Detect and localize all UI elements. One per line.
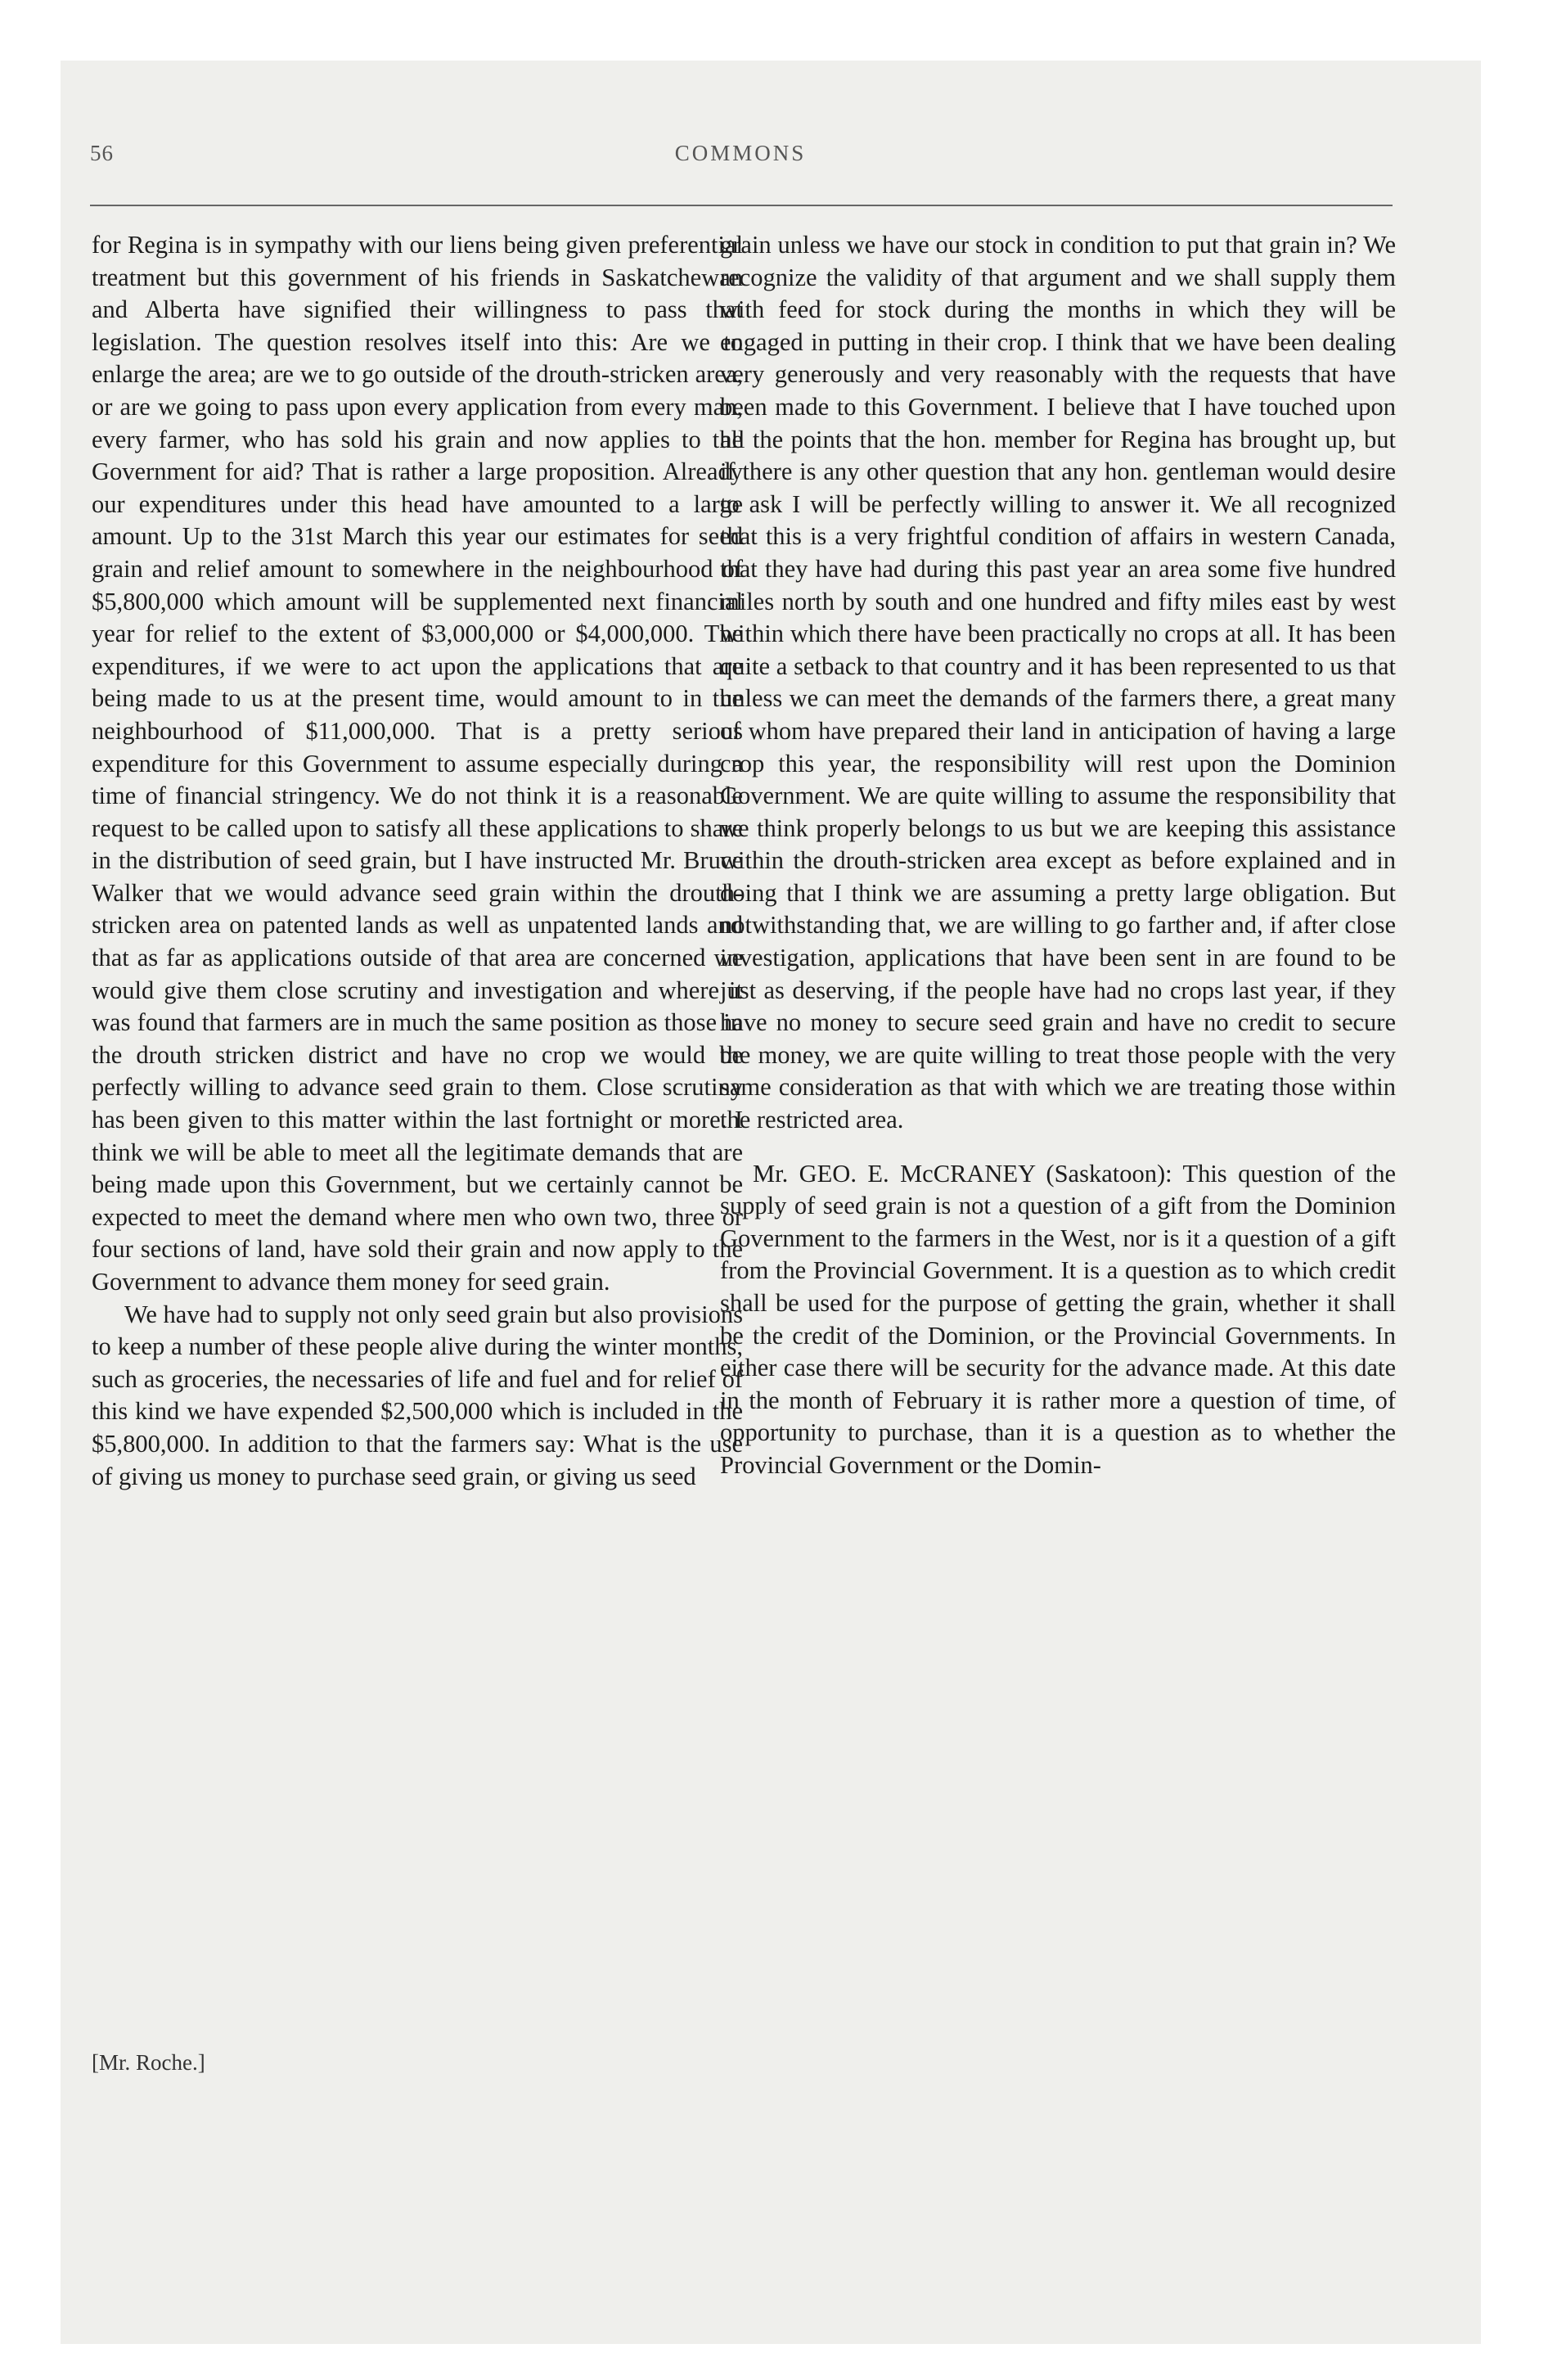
left-column bbox=[92, 229, 743, 1493]
left-paragraph-1: for Regina is in sympathy with our liens being given preferential treatment but this government of his friends in Saskatchewan and Alberta have signified their willingness to pass that legislation. The question resolves itself into this: Are we to enlarge the area; are we to go outside of the drouth-stricken area, or are we going to pass upon every application from every man, every farmer, who has sold his grain and now applies to the Government for aid? That is rather a large proposition. Already our expenditures under this head have amounted to a large amount. Up to the 31st March this year our estimates for seed grain and relief amount to somewhere in the neighbourhood of $5,800,000 which amount will be supplemented next financial year for relief to the extent of $3,000,000 or $4,000,000. The expenditures, if we were to act upon the applications that are being made to us at the present time, would amount to in the neighbourhood of $11,000,000. That is a pretty serious expenditure for this Government to assume especially during a time of financial stringency. We do not think it is a reasonable request to be called upon to satisfy all these applications to share in the distribution of seed grain, but I have instructed Mr. Bruce Walker that we would advance seed grain within the drouth-stricken area on patented lands as well as unpatented lands and that as far as applications outside of that area are concerned we would give them close scrutiny and investigation and where it was found that farmers are in much the same position as those in the drouth stricken district and have no crop we would be perfectly willing to advance seed grain to them. Close scrutiny has been given to this matter within the last fortnight or more. I think we will be able to meet all the legitimate demands that are being made upon this Government, but we certainly cannot be expected to meet the demand where men who own two, three or four sections of land, have sold their grain and now apply to the Government to advance them money for seed grain. bbox=[92, 231, 743, 1296]
page-number: 56 bbox=[90, 141, 114, 165]
header-divider bbox=[90, 205, 1393, 206]
right-column bbox=[720, 229, 1396, 1482]
page-title: COMMONS bbox=[674, 141, 807, 165]
right-paragraph-2: Mr. GEO. E. McCRANEY (Saskatoon): This question of the supply of seed grain is not a question of a gift from the Dominion Government to the farmers in the West, nor is it a question of a gift from the Provincial Government. It is a question as to which credit shall be used for the purpose of getting the grain, whether it shall be the credit of the Dominion, or the Provincial Governments. In either case there will be security for the advance made. At this date in the month of February it is rather more a question of time, of opportunity to purchase, than it is a question as to whether the Provincial Government or the Domin- bbox=[720, 1159, 1396, 1479]
speaker-note: [Mr. Roche.] bbox=[92, 2050, 205, 2075]
left-paragraph-2: We have had to supply not only seed grain but also provisions to keep a number of these people alive during the winter months, such as groceries, the necessaries of life and fuel and for relief of this kind we have expended $2,500,000 which is included in the $5,800,000. In addition to that the farmers say: What is the use of giving us money to purchase seed grain, or giving us seed bbox=[92, 1300, 743, 1490]
running-header bbox=[90, 141, 1391, 174]
right-paragraph-1: grain unless we have our stock in condition to put that grain in? We recognize the validity of that argument and we shall supply them with feed for stock during the months in which they will be engaged in putting in their crop. I think that we have been dealing very generously and very reasonably with the requests that have been made to this Government. I believe that I have touched upon all the points that the hon. member for Regina has brought up, but if there is any other question that any hon. gentleman would desire to ask I will be perfectly willing to answer it. We all recognized that this is a very frightful condition of affairs in western Canada, that they have had during this past year an area some five hundred miles north by south and one hundred and fifty miles east by west within which there have been practically no crops at all. It has been quite a setback to that country and it has been represented to us that unless we can meet the demands of the farmers there, a great many of whom have prepared their land in anticipation of having a large crop this year, the responsibility will rest upon the Dominion Government. We are quite willing to assume the responsibility that we think properly belongs to us but we are keeping this assistance within the drouth-stricken area except as before explained and in doing that I think we are assuming a pretty large obligation. But notwithstanding that, we are willing to go farther and, if after close investigation, applications that have been sent in are found to be just as deserving, if the people have had no crops last year, if they have no money to secure seed grain and have no credit to secure the money, we are quite willing to treat those people with the very same consideration as that with which we are treating those within the restricted area. bbox=[720, 231, 1396, 1134]
